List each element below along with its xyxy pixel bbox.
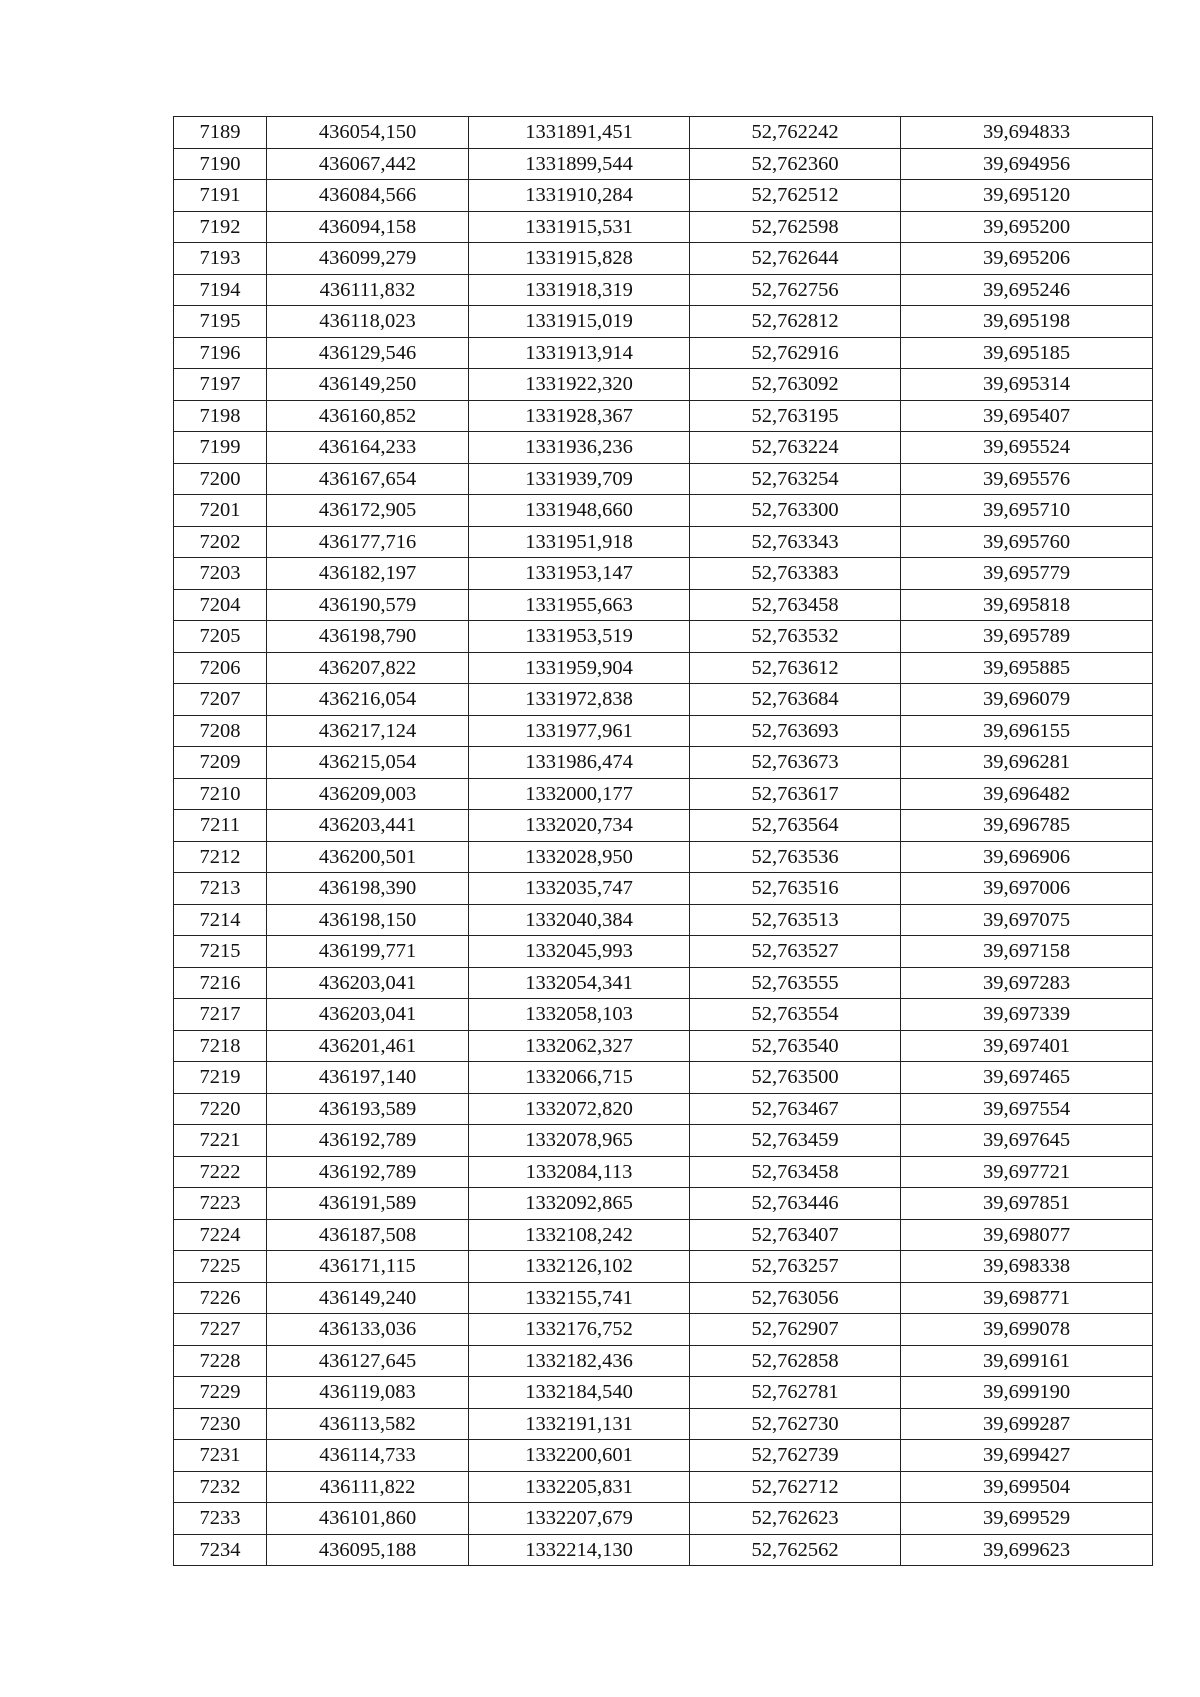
point-number-cell: 7202 [174, 526, 267, 558]
longitude-cell: 39,695710 [901, 495, 1153, 527]
point-number-cell: 7210 [174, 778, 267, 810]
point-number-cell: 7222 [174, 1156, 267, 1188]
point-number-cell: 7221 [174, 1125, 267, 1157]
table-row [174, 999, 1153, 1031]
y-coordinate-cell: 1331939,709 [469, 463, 690, 495]
longitude-cell: 39,696482 [901, 778, 1153, 810]
y-coordinate-cell: 1332078,965 [469, 1125, 690, 1157]
longitude-cell: 39,697721 [901, 1156, 1153, 1188]
longitude-cell: 39,699287 [901, 1408, 1153, 1440]
table-row [174, 936, 1153, 968]
x-coordinate-cell: 436200,501 [267, 841, 469, 873]
latitude-cell: 52,763532 [690, 621, 901, 653]
x-coordinate-cell: 436198,390 [267, 873, 469, 905]
point-number-cell: 7199 [174, 432, 267, 464]
y-coordinate-cell: 1332214,130 [469, 1534, 690, 1566]
point-number-cell: 7204 [174, 589, 267, 621]
table-row [174, 526, 1153, 558]
x-coordinate-cell: 436129,546 [267, 337, 469, 369]
x-coordinate-cell: 436191,589 [267, 1188, 469, 1220]
latitude-cell: 52,762781 [690, 1377, 901, 1409]
latitude-cell: 52,762858 [690, 1345, 901, 1377]
x-coordinate-cell: 436149,250 [267, 369, 469, 401]
table-row [174, 1314, 1153, 1346]
y-coordinate-cell: 1332092,865 [469, 1188, 690, 1220]
y-coordinate-cell: 1332066,715 [469, 1062, 690, 1094]
y-coordinate-cell: 1332062,327 [469, 1030, 690, 1062]
y-coordinate-cell: 1331899,544 [469, 148, 690, 180]
y-coordinate-cell: 1331951,918 [469, 526, 690, 558]
x-coordinate-cell: 436201,461 [267, 1030, 469, 1062]
point-number-cell: 7209 [174, 747, 267, 779]
table-row [174, 1345, 1153, 1377]
x-coordinate-cell: 436119,083 [267, 1377, 469, 1409]
longitude-cell: 39,695185 [901, 337, 1153, 369]
longitude-cell: 39,699078 [901, 1314, 1153, 1346]
y-coordinate-cell: 1331915,828 [469, 243, 690, 275]
x-coordinate-cell: 436171,115 [267, 1251, 469, 1283]
y-coordinate-cell: 1331986,474 [469, 747, 690, 779]
point-number-cell: 7220 [174, 1093, 267, 1125]
point-number-cell: 7229 [174, 1377, 267, 1409]
y-coordinate-cell: 1331915,019 [469, 306, 690, 338]
table-row [174, 1093, 1153, 1125]
longitude-cell: 39,698771 [901, 1282, 1153, 1314]
y-coordinate-cell: 1332182,436 [469, 1345, 690, 1377]
x-coordinate-cell: 436067,442 [267, 148, 469, 180]
table-row [174, 810, 1153, 842]
table-row [174, 180, 1153, 212]
x-coordinate-cell: 436187,508 [267, 1219, 469, 1251]
point-number-cell: 7224 [174, 1219, 267, 1251]
y-coordinate-cell: 1331918,319 [469, 274, 690, 306]
x-coordinate-cell: 436084,566 [267, 180, 469, 212]
x-coordinate-cell: 436182,197 [267, 558, 469, 590]
point-number-cell: 7230 [174, 1408, 267, 1440]
y-coordinate-cell: 1331955,663 [469, 589, 690, 621]
longitude-cell: 39,698338 [901, 1251, 1153, 1283]
latitude-cell: 52,763300 [690, 495, 901, 527]
y-coordinate-cell: 1331948,660 [469, 495, 690, 527]
point-number-cell: 7234 [174, 1534, 267, 1566]
y-coordinate-cell: 1331891,451 [469, 117, 690, 149]
table-row [174, 841, 1153, 873]
table-row [174, 967, 1153, 999]
point-number-cell: 7215 [174, 936, 267, 968]
latitude-cell: 52,763459 [690, 1125, 901, 1157]
coordinates-table-body [174, 117, 1153, 1566]
latitude-cell: 52,763092 [690, 369, 901, 401]
table-row [174, 369, 1153, 401]
longitude-cell: 39,695246 [901, 274, 1153, 306]
x-coordinate-cell: 436192,789 [267, 1156, 469, 1188]
x-coordinate-cell: 436192,789 [267, 1125, 469, 1157]
table-row [174, 211, 1153, 243]
latitude-cell: 52,763056 [690, 1282, 901, 1314]
latitude-cell: 52,762623 [690, 1503, 901, 1535]
point-number-cell: 7212 [174, 841, 267, 873]
x-coordinate-cell: 436054,150 [267, 117, 469, 149]
y-coordinate-cell: 1331913,914 [469, 337, 690, 369]
table-row [174, 1125, 1153, 1157]
point-number-cell: 7223 [174, 1188, 267, 1220]
longitude-cell: 39,697401 [901, 1030, 1153, 1062]
table-row [174, 117, 1153, 149]
point-number-cell: 7196 [174, 337, 267, 369]
latitude-cell: 52,762512 [690, 180, 901, 212]
longitude-cell: 39,695200 [901, 211, 1153, 243]
point-number-cell: 7227 [174, 1314, 267, 1346]
longitude-cell: 39,699161 [901, 1345, 1153, 1377]
latitude-cell: 52,762730 [690, 1408, 901, 1440]
point-number-cell: 7205 [174, 621, 267, 653]
table-row [174, 778, 1153, 810]
y-coordinate-cell: 1331972,838 [469, 684, 690, 716]
x-coordinate-cell: 436164,233 [267, 432, 469, 464]
table-row [174, 1408, 1153, 1440]
x-coordinate-cell: 436111,822 [267, 1471, 469, 1503]
latitude-cell: 52,763554 [690, 999, 901, 1031]
table-row [174, 1251, 1153, 1283]
y-coordinate-cell: 1332028,950 [469, 841, 690, 873]
table-row [174, 1377, 1153, 1409]
latitude-cell: 52,763612 [690, 652, 901, 684]
point-number-cell: 7211 [174, 810, 267, 842]
table-row [174, 1503, 1153, 1535]
longitude-cell: 39,695818 [901, 589, 1153, 621]
y-coordinate-cell: 1332205,831 [469, 1471, 690, 1503]
x-coordinate-cell: 436160,852 [267, 400, 469, 432]
latitude-cell: 52,763224 [690, 432, 901, 464]
longitude-cell: 39,697851 [901, 1188, 1153, 1220]
longitude-cell: 39,697283 [901, 967, 1153, 999]
x-coordinate-cell: 436215,054 [267, 747, 469, 779]
y-coordinate-cell: 1332207,679 [469, 1503, 690, 1535]
longitude-cell: 39,695885 [901, 652, 1153, 684]
x-coordinate-cell: 436118,023 [267, 306, 469, 338]
latitude-cell: 52,762360 [690, 148, 901, 180]
point-number-cell: 7225 [174, 1251, 267, 1283]
latitude-cell: 52,762598 [690, 211, 901, 243]
table-row [174, 148, 1153, 180]
longitude-cell: 39,697465 [901, 1062, 1153, 1094]
longitude-cell: 39,695206 [901, 243, 1153, 275]
point-number-cell: 7216 [174, 967, 267, 999]
longitude-cell: 39,697645 [901, 1125, 1153, 1157]
x-coordinate-cell: 436167,654 [267, 463, 469, 495]
longitude-cell: 39,694833 [901, 117, 1153, 149]
table-row [174, 1471, 1153, 1503]
y-coordinate-cell: 1332000,177 [469, 778, 690, 810]
x-coordinate-cell: 436127,645 [267, 1345, 469, 1377]
point-number-cell: 7191 [174, 180, 267, 212]
x-coordinate-cell: 436113,582 [267, 1408, 469, 1440]
y-coordinate-cell: 1332155,741 [469, 1282, 690, 1314]
x-coordinate-cell: 436149,240 [267, 1282, 469, 1314]
y-coordinate-cell: 1332072,820 [469, 1093, 690, 1125]
table-row [174, 306, 1153, 338]
latitude-cell: 52,763458 [690, 1156, 901, 1188]
longitude-cell: 39,696079 [901, 684, 1153, 716]
table-row [174, 589, 1153, 621]
table-row [174, 1534, 1153, 1566]
longitude-cell: 39,697339 [901, 999, 1153, 1031]
y-coordinate-cell: 1332108,242 [469, 1219, 690, 1251]
latitude-cell: 52,763446 [690, 1188, 901, 1220]
latitude-cell: 52,762907 [690, 1314, 901, 1346]
table-row [174, 558, 1153, 590]
y-coordinate-cell: 1332191,131 [469, 1408, 690, 1440]
longitude-cell: 39,699190 [901, 1377, 1153, 1409]
y-coordinate-cell: 1331915,531 [469, 211, 690, 243]
latitude-cell: 52,763564 [690, 810, 901, 842]
y-coordinate-cell: 1332040,384 [469, 904, 690, 936]
table-row [174, 904, 1153, 936]
longitude-cell: 39,694956 [901, 148, 1153, 180]
x-coordinate-cell: 436193,589 [267, 1093, 469, 1125]
y-coordinate-cell: 1332035,747 [469, 873, 690, 905]
y-coordinate-cell: 1331910,284 [469, 180, 690, 212]
table-row [174, 274, 1153, 306]
x-coordinate-cell: 436177,716 [267, 526, 469, 558]
x-coordinate-cell: 436197,140 [267, 1062, 469, 1094]
point-number-cell: 7195 [174, 306, 267, 338]
table-row [174, 1156, 1153, 1188]
latitude-cell: 52,763458 [690, 589, 901, 621]
point-number-cell: 7190 [174, 148, 267, 180]
longitude-cell: 39,695120 [901, 180, 1153, 212]
latitude-cell: 52,762712 [690, 1471, 901, 1503]
y-coordinate-cell: 1331953,147 [469, 558, 690, 590]
point-number-cell: 7231 [174, 1440, 267, 1472]
latitude-cell: 52,762739 [690, 1440, 901, 1472]
longitude-cell: 39,697075 [901, 904, 1153, 936]
x-coordinate-cell: 436207,822 [267, 652, 469, 684]
x-coordinate-cell: 436203,041 [267, 999, 469, 1031]
point-number-cell: 7213 [174, 873, 267, 905]
point-number-cell: 7214 [174, 904, 267, 936]
point-number-cell: 7208 [174, 715, 267, 747]
latitude-cell: 52,763516 [690, 873, 901, 905]
latitude-cell: 52,763257 [690, 1251, 901, 1283]
table-row [174, 400, 1153, 432]
longitude-cell: 39,695314 [901, 369, 1153, 401]
y-coordinate-cell: 1332126,102 [469, 1251, 690, 1283]
latitude-cell: 52,763540 [690, 1030, 901, 1062]
table-row [174, 1219, 1153, 1251]
longitude-cell: 39,695524 [901, 432, 1153, 464]
point-number-cell: 7192 [174, 211, 267, 243]
latitude-cell: 52,762644 [690, 243, 901, 275]
longitude-cell: 39,695576 [901, 463, 1153, 495]
longitude-cell: 39,697554 [901, 1093, 1153, 1125]
coordinates-table [173, 116, 1153, 1566]
x-coordinate-cell: 436101,860 [267, 1503, 469, 1535]
longitude-cell: 39,695779 [901, 558, 1153, 590]
x-coordinate-cell: 436095,188 [267, 1534, 469, 1566]
point-number-cell: 7200 [174, 463, 267, 495]
x-coordinate-cell: 436199,771 [267, 936, 469, 968]
latitude-cell: 52,763383 [690, 558, 901, 590]
x-coordinate-cell: 436099,279 [267, 243, 469, 275]
table-row [174, 243, 1153, 275]
point-number-cell: 7207 [174, 684, 267, 716]
point-number-cell: 7218 [174, 1030, 267, 1062]
latitude-cell: 52,762916 [690, 337, 901, 369]
longitude-cell: 39,698077 [901, 1219, 1153, 1251]
longitude-cell: 39,696785 [901, 810, 1153, 842]
point-number-cell: 7233 [174, 1503, 267, 1535]
longitude-cell: 39,696906 [901, 841, 1153, 873]
y-coordinate-cell: 1332200,601 [469, 1440, 690, 1472]
latitude-cell: 52,762562 [690, 1534, 901, 1566]
point-number-cell: 7198 [174, 400, 267, 432]
x-coordinate-cell: 436203,041 [267, 967, 469, 999]
table-row [174, 1188, 1153, 1220]
table-row [174, 1062, 1153, 1094]
point-number-cell: 7201 [174, 495, 267, 527]
longitude-cell: 39,699427 [901, 1440, 1153, 1472]
y-coordinate-cell: 1332184,540 [469, 1377, 690, 1409]
point-number-cell: 7232 [174, 1471, 267, 1503]
point-number-cell: 7226 [174, 1282, 267, 1314]
latitude-cell: 52,763407 [690, 1219, 901, 1251]
point-number-cell: 7189 [174, 117, 267, 149]
table-row [174, 715, 1153, 747]
latitude-cell: 52,763673 [690, 747, 901, 779]
latitude-cell: 52,763343 [690, 526, 901, 558]
x-coordinate-cell: 436172,905 [267, 495, 469, 527]
x-coordinate-cell: 436190,579 [267, 589, 469, 621]
point-number-cell: 7203 [174, 558, 267, 590]
longitude-cell: 39,699529 [901, 1503, 1153, 1535]
latitude-cell: 52,762812 [690, 306, 901, 338]
table-row [174, 495, 1153, 527]
point-number-cell: 7197 [174, 369, 267, 401]
y-coordinate-cell: 1332176,752 [469, 1314, 690, 1346]
y-coordinate-cell: 1332058,103 [469, 999, 690, 1031]
latitude-cell: 52,763693 [690, 715, 901, 747]
y-coordinate-cell: 1331959,904 [469, 652, 690, 684]
point-number-cell: 7228 [174, 1345, 267, 1377]
table-row [174, 432, 1153, 464]
y-coordinate-cell: 1332054,341 [469, 967, 690, 999]
y-coordinate-cell: 1332084,113 [469, 1156, 690, 1188]
longitude-cell: 39,699623 [901, 1534, 1153, 1566]
latitude-cell: 52,763195 [690, 400, 901, 432]
latitude-cell: 52,763467 [690, 1093, 901, 1125]
table-row [174, 621, 1153, 653]
y-coordinate-cell: 1331922,320 [469, 369, 690, 401]
longitude-cell: 39,695760 [901, 526, 1153, 558]
x-coordinate-cell: 436198,150 [267, 904, 469, 936]
longitude-cell: 39,697158 [901, 936, 1153, 968]
point-number-cell: 7194 [174, 274, 267, 306]
latitude-cell: 52,762242 [690, 117, 901, 149]
y-coordinate-cell: 1331977,961 [469, 715, 690, 747]
table-row [174, 463, 1153, 495]
y-coordinate-cell: 1331953,519 [469, 621, 690, 653]
table-row [174, 684, 1153, 716]
table-row [174, 652, 1153, 684]
longitude-cell: 39,696155 [901, 715, 1153, 747]
longitude-cell: 39,695198 [901, 306, 1153, 338]
x-coordinate-cell: 436216,054 [267, 684, 469, 716]
longitude-cell: 39,699504 [901, 1471, 1153, 1503]
y-coordinate-cell: 1332020,734 [469, 810, 690, 842]
point-number-cell: 7219 [174, 1062, 267, 1094]
latitude-cell: 52,762756 [690, 274, 901, 306]
latitude-cell: 52,763617 [690, 778, 901, 810]
x-coordinate-cell: 436111,832 [267, 274, 469, 306]
y-coordinate-cell: 1332045,993 [469, 936, 690, 968]
point-number-cell: 7206 [174, 652, 267, 684]
latitude-cell: 52,763536 [690, 841, 901, 873]
latitude-cell: 52,763527 [690, 936, 901, 968]
table-row [174, 873, 1153, 905]
x-coordinate-cell: 436203,441 [267, 810, 469, 842]
y-coordinate-cell: 1331928,367 [469, 400, 690, 432]
point-number-cell: 7217 [174, 999, 267, 1031]
table-row [174, 1030, 1153, 1062]
longitude-cell: 39,697006 [901, 873, 1153, 905]
x-coordinate-cell: 436094,158 [267, 211, 469, 243]
x-coordinate-cell: 436209,003 [267, 778, 469, 810]
longitude-cell: 39,695789 [901, 621, 1153, 653]
table-row [174, 1440, 1153, 1472]
longitude-cell: 39,696281 [901, 747, 1153, 779]
table-row [174, 1282, 1153, 1314]
table-row [174, 747, 1153, 779]
latitude-cell: 52,763513 [690, 904, 901, 936]
longitude-cell: 39,695407 [901, 400, 1153, 432]
latitude-cell: 52,763684 [690, 684, 901, 716]
x-coordinate-cell: 436217,124 [267, 715, 469, 747]
x-coordinate-cell: 436114,733 [267, 1440, 469, 1472]
x-coordinate-cell: 436133,036 [267, 1314, 469, 1346]
latitude-cell: 52,763500 [690, 1062, 901, 1094]
y-coordinate-cell: 1331936,236 [469, 432, 690, 464]
point-number-cell: 7193 [174, 243, 267, 275]
x-coordinate-cell: 436198,790 [267, 621, 469, 653]
latitude-cell: 52,763254 [690, 463, 901, 495]
table-row [174, 337, 1153, 369]
latitude-cell: 52,763555 [690, 967, 901, 999]
